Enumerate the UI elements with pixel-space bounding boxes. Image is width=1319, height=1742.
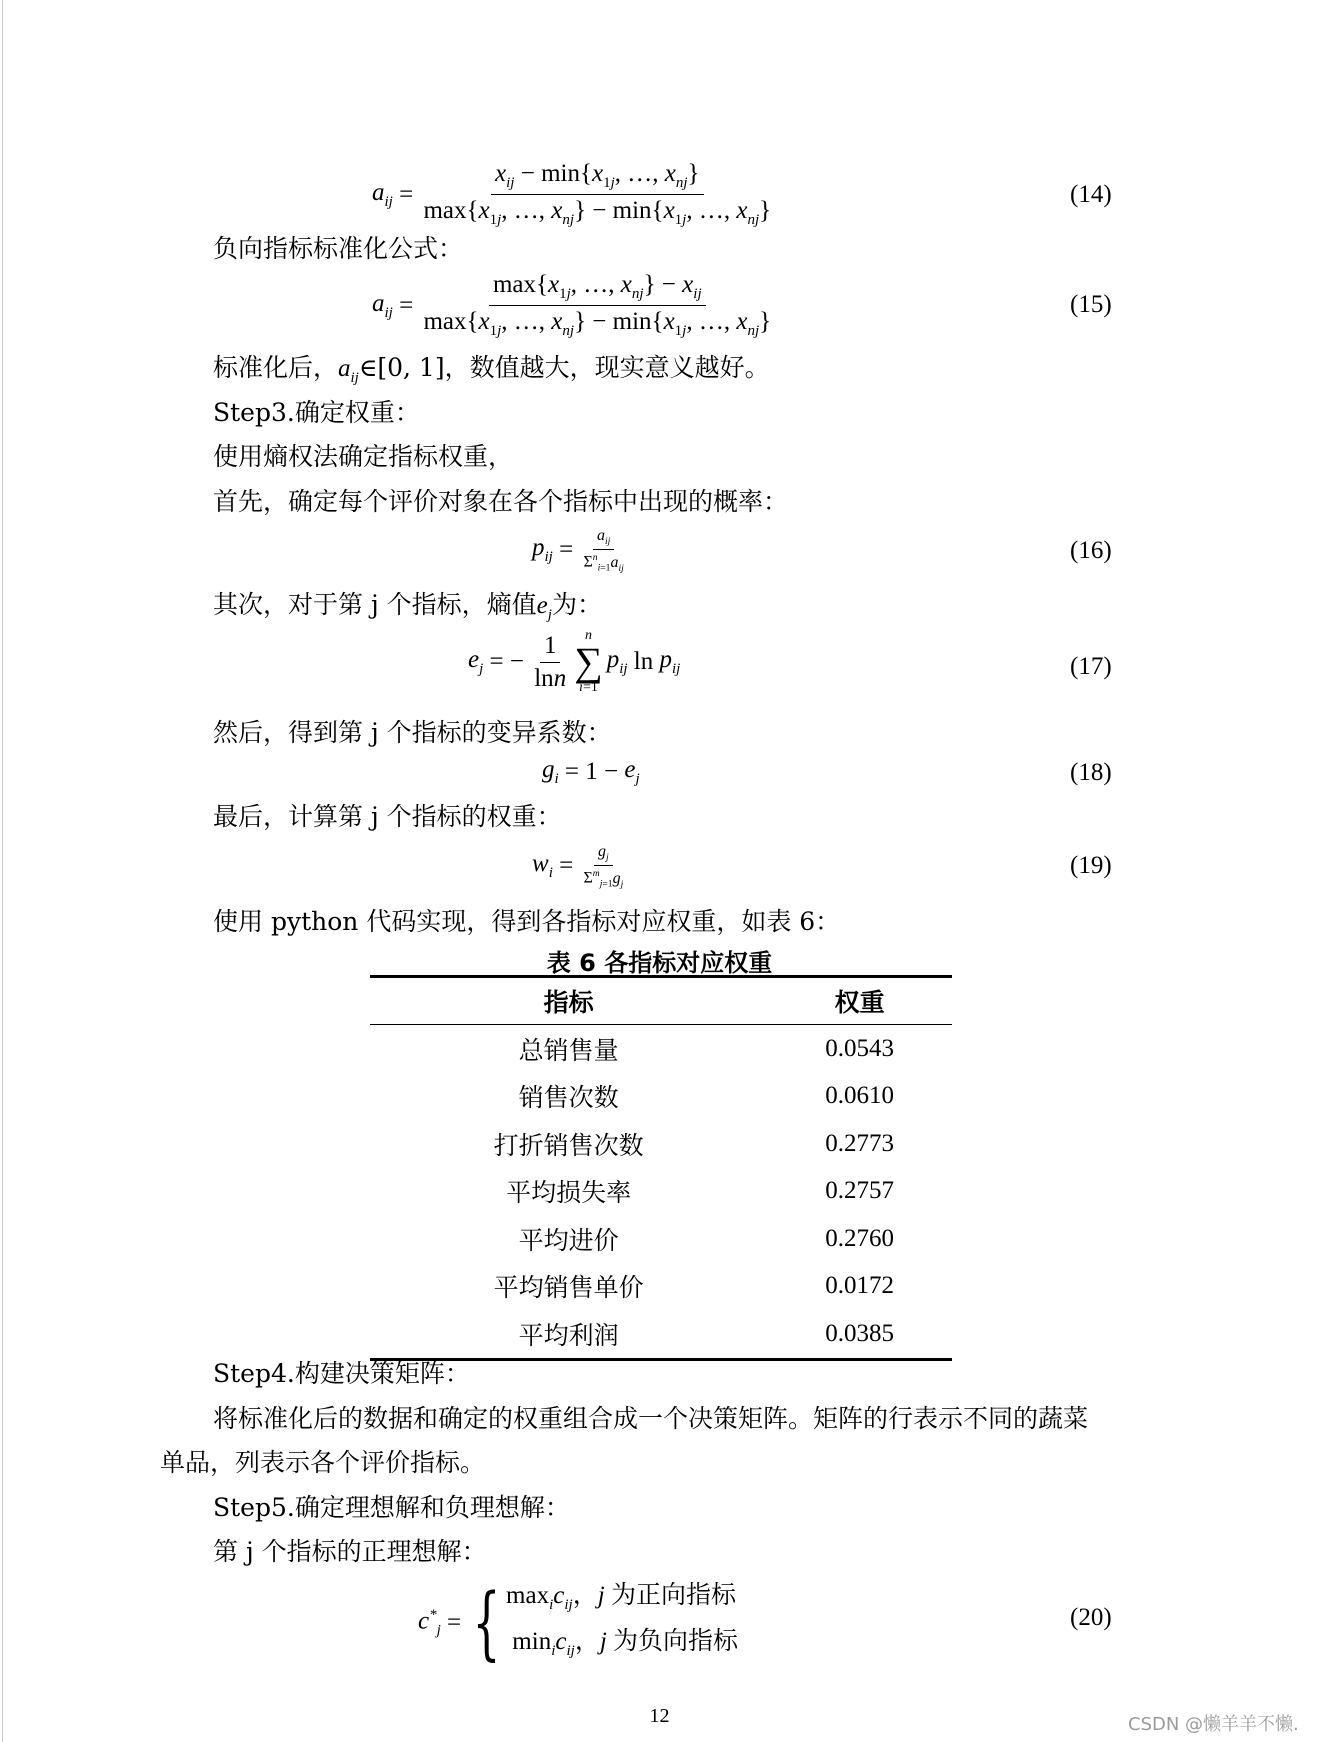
step4-heading: Step4.构建决策矩阵： <box>213 1359 470 1388</box>
equation-19: $w_i$ = $\frac{g_j}{\Sigma^m_{j=1}g_j}$ <box>532 843 624 890</box>
step4-paragraph-line1: 将标准化后的数据和确定的权重组合成一个决策矩阵。矩阵的行表示不同的蔬菜 <box>213 1404 1089 1433</box>
weight-cell: 0.2760 <box>825 1224 894 1252</box>
table-row <box>370 1025 952 1073</box>
table-row <box>370 1310 952 1359</box>
weights-table <box>370 975 952 1361</box>
eq-number-18: (18) <box>1070 759 1112 786</box>
table-header-indicator: 指标 <box>370 977 767 1025</box>
equation-20: $c^*_j$ = { $\max_ic_{ij}$，j 为正向指标 $\min_ic_{ij}$，j 为负向指标 <box>418 1576 739 1669</box>
indicator-cell: 平均销售单价 <box>493 1273 644 1303</box>
table-row <box>370 1073 952 1121</box>
table-row <box>370 1215 952 1263</box>
weight-cell: 0.2757 <box>825 1177 894 1205</box>
equation-14: $a_{ij}$ = $\frac{x_{ij} - \min\{x_{1j}, \dots, x_{nj}\}}{\max\{x_{1j}, \dots, x_{nj}\} - \min\{x_{1j}, \dots, x_{nj}\}}$ <box>372 160 772 228</box>
eq-number-15: (15) <box>1070 291 1112 318</box>
table-row <box>370 1263 952 1311</box>
csdn-watermark: CSDN @懒羊羊不懒. <box>1128 1714 1299 1735</box>
eq-number-20: (20) <box>1070 1604 1112 1631</box>
indicator-cell: 平均利润 <box>370 1310 767 1359</box>
step4-paragraph-line2: 单品，列表示各个评价指标。 <box>160 1448 486 1477</box>
eq-number-14: (14) <box>1070 181 1112 208</box>
table-title: 表 6 各指标对应权重 <box>546 949 773 977</box>
indicator-cell: 平均进价 <box>518 1225 619 1255</box>
table-header-weight: 权重 <box>767 977 952 1025</box>
entropy-intro: 其次，对于第 j 个指标，熵值$e_j$为： <box>213 590 602 623</box>
step3-heading: Step3.确定权重： <box>213 398 420 427</box>
indicator-cell: 平均损失率 <box>506 1178 632 1208</box>
indicator-cell: 销售次数 <box>518 1083 619 1113</box>
page-number: 12 <box>649 1705 670 1727</box>
step5-heading: Step5.确定理想解和负理想解： <box>213 1493 570 1522</box>
entropy-method-text: 使用熵权法确定指标权重， <box>213 442 514 471</box>
probability-intro: 首先，确定每个评价对象在各个指标中出现的概率： <box>213 487 789 516</box>
equation-16: $p_{ij}$ = $\frac{a_{ij}}{\Sigma^n_{i=1}a_{ij}}$ <box>532 527 624 574</box>
table-row <box>370 1168 952 1216</box>
eq-number-16: (16) <box>1070 537 1112 564</box>
eq-number-17: (17) <box>1070 653 1112 680</box>
weight-intro: 最后，计算第 j 个指标的权重： <box>213 802 562 831</box>
weight-cell: 0.0543 <box>825 1034 894 1062</box>
page-edge <box>2 0 3 1742</box>
eq-number-19: (19) <box>1070 852 1112 879</box>
weight-cell: 0.0172 <box>825 1272 894 1300</box>
equation-18: $g_i$ = 1 − $e_j$ <box>542 756 640 787</box>
equation-17: $e_j$ = − $\frac{1}{\ln n}$ n ∑ i=1 $p_{ij}$ ln $p_{ij}$ <box>468 628 681 695</box>
python-intro: 使用 python 代码实现，得到各指标对应权重，如表 6： <box>213 907 841 936</box>
weight-cell: 0.0610 <box>825 1082 894 1110</box>
equation-15: $a_{ij}$ = $\frac{\max\{x_{1j}, \dots, x_{nj}\} - x_{ij}}{\max\{x_{1j}, \dots, x_{nj}\} - \min\{x_{1j}, \dots, x_{nj}\}}$ <box>372 271 772 339</box>
positive-ideal-intro: 第 j 个指标的正理想解： <box>213 1537 487 1566</box>
after-normalization-text: 标准化后，$a_{ij}\in[0$, 1]，数值越大，现实意义越好。 <box>213 353 770 386</box>
table-row <box>370 1120 952 1168</box>
indicator-cell: 打折销售次数 <box>493 1130 644 1160</box>
weight-cell: 0.2773 <box>825 1129 894 1157</box>
variation-intro: 然后，得到第 j 个指标的变异系数： <box>213 718 612 747</box>
neg-formula-title: 负向指标标准化公式： <box>213 234 464 263</box>
indicator-cell: 总销售量 <box>518 1035 619 1065</box>
weight-cell: 0.0385 <box>767 1310 952 1359</box>
